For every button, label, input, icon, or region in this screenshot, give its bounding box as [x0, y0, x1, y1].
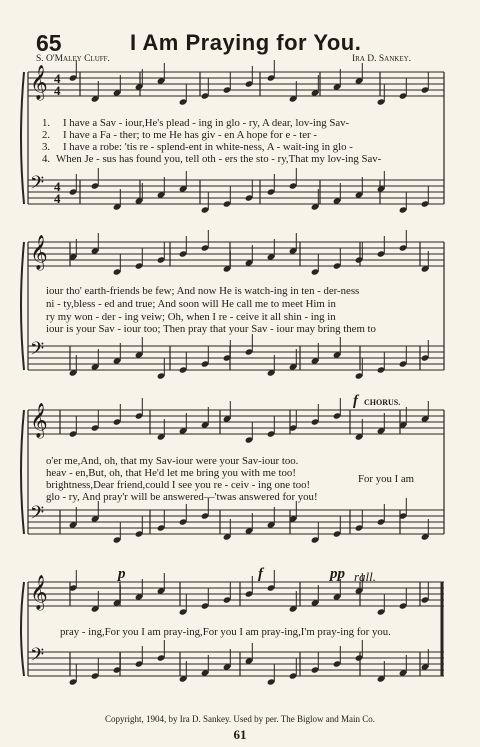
system-brace: [21, 72, 24, 204]
dynamic-forte: f: [258, 566, 263, 582]
system-brace: [21, 582, 24, 676]
system-brace: [21, 242, 24, 370]
time-signature: 4: [54, 71, 61, 86]
verse-line: ni - ty,bless - ed and true; And soon will He call me to meet Him in: [46, 298, 336, 310]
treble-clef-icon: 𝄞: [30, 403, 48, 438]
bass-clef-icon: 𝄢: [30, 503, 45, 528]
rallentando-mark: rall.: [354, 569, 377, 584]
refrain-line: pray - ing,For you I am pray-ing,For you I am pray-ing,I'm pray-ing for you.: [60, 626, 391, 638]
verse-line: iour is your Sav - iour too; Then pray that your Sav - iour may bring them to: [46, 323, 376, 335]
hymn-number: 65: [36, 30, 62, 56]
chorus-lyric: For you I am: [358, 473, 415, 485]
time-signature: 4: [54, 191, 61, 206]
verse-line: heav - en,But, oh, that He'd let me bring you with me too!: [46, 467, 296, 479]
page-number: 61: [233, 727, 247, 742]
verse-line: iour tho' earth-friends be few; And now He is watch-ing in ten - der-ness: [46, 285, 360, 297]
time-signature: 4: [54, 83, 61, 98]
verse-line: brightness,Dear friend,could I see you re - ceiv - ing one too!: [46, 479, 311, 491]
system-brace: [21, 410, 24, 534]
verse-line: I have a Fa - ther; to me He has giv - en A hope for e - ter -: [63, 129, 317, 141]
time-signature: 4: [54, 179, 61, 194]
treble-clef-icon: 𝄞: [30, 575, 48, 610]
verse-line: I have a Sav - iour,He's plead - ing in glo - ry, A dear, lov-ing Sav-: [63, 117, 350, 129]
treble-clef-icon: 𝄞: [30, 235, 48, 270]
dynamic-piano: p: [118, 566, 126, 582]
bass-clef-icon: 𝄢: [30, 339, 45, 364]
verse-line: o'er me,And, oh, that my Sav-iour were your Sav-iour too.: [46, 455, 299, 467]
verse-line: When Je - sus has found you, tell oth - ers the sto - ry,That my lov-ing Sav-: [56, 153, 382, 165]
verse-line: ry my won - der - ing veiw; Oh, when I re - ceive it all shin - ing in: [46, 311, 336, 323]
dynamic-pianissimo: pp: [330, 566, 345, 582]
verse-number: 4.: [42, 153, 51, 165]
copyright-notice: Copyright, 1904, by Ira D. Sankey. Used by per. The Biglow and Main Co.: [105, 714, 375, 724]
chorus-label: CHORUS.: [364, 398, 401, 407]
verse-number: 1.: [42, 117, 51, 129]
verse-line: glo - ry, And pray'r will be answered—'twas answered for you!: [46, 491, 318, 503]
verse-line: I have a robe: 'tis re - splend-ent in white-ness, A - wait-ing in glo -: [63, 141, 353, 153]
words-credit: S. O'Maley Cluff.: [36, 54, 110, 64]
chorus-dynamic: f: [353, 393, 358, 409]
treble-clef-icon: 𝄞: [30, 65, 48, 100]
verse-number: 2.: [42, 129, 51, 141]
bass-clef-icon: 𝄢: [30, 645, 45, 670]
hymn-title: I Am Praying for You.: [130, 30, 362, 55]
verse-number: 3.: [42, 141, 51, 153]
bass-clef-icon: 𝄢: [30, 173, 45, 198]
music-credit: Ira D. Sankey.: [352, 54, 412, 64]
